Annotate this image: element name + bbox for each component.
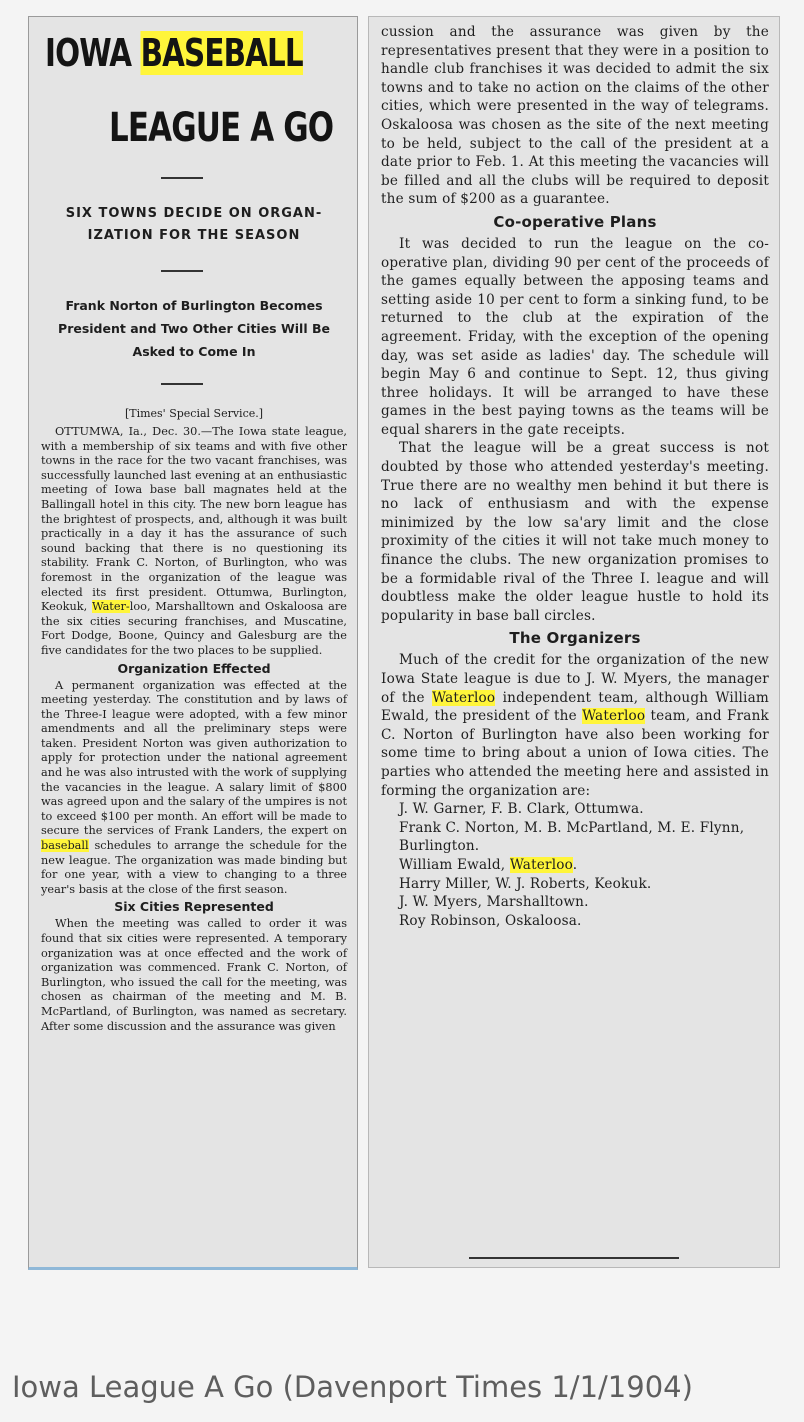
list-item: Frank C. Norton, M. B. McPartland, M. E. Flynn, Burlington. [399, 819, 745, 855]
text-run: independent team, although William Ewald, the president of the [381, 689, 769, 725]
end-rule [469, 1257, 679, 1259]
paragraph: When the meeting was called to order it was found that six cities were represented. A temporary organization was at once effected and the work of organization was commenced. Frank C. Norton, of Burlington, who issued the call for the meeting, was chosen as chairman of the meeting and M. B. McPartland, of Burlington, was named as secretary. After some discussion and the assurance was given [41, 917, 347, 1033]
headline-word-iowa: IOWA [45, 31, 132, 75]
subheading-co-operative-plans: Co-operative Plans [493, 212, 657, 231]
left-article-body [41, 425, 347, 1034]
list-item: J. W. Garner, F. B. Clark, Ottumwa. [399, 801, 644, 818]
right-article-body [381, 23, 769, 930]
right-column-clipping [368, 16, 780, 1268]
text-run: . [572, 856, 578, 873]
divider-rule [161, 177, 203, 179]
list-item: Harry Miller, W. J. Roberts, Keokuk. [399, 875, 652, 892]
text-run: schedules to arrange the schedule for the new league. The organization was made binding but for one year, with a view to changing to a three year's basis at the close of the first season. [41, 839, 347, 896]
subheading-organization-effected: Organization Effected [117, 660, 271, 676]
image-caption: Iowa League A Go (Davenport Times 1/1/1904) [12, 1370, 693, 1404]
headline-line-1 [45, 31, 303, 75]
highlight-waterloo: Waterloo [509, 856, 573, 873]
text-run: A permanent organization was effected at the meeting yesterday. The constitution and by laws of the Three-I league were adopted, with a few minor amendments and all the preliminary steps were taken. President Norton was given authorization to apply for protection under the national agreement and he was also intrusted with the work of supplying the vacancies in the league. A salary limit of $800 was agreed upon and the salary of the umpires is not to exceed $100 per month. An effort will be made to secure the services of Frank Landers, the expert on [41, 678, 347, 838]
subheadline-deck-2: Frank Norton of Burlington Becomes President and Two Other Cities Will Be Asked to Come In [58, 298, 330, 359]
list-item: Roy Robinson, Oskaloosa. [399, 912, 582, 929]
text-run: Much of the credit for the organization of the new Iowa State league is due to J. W. Myers, the manager of the [381, 652, 769, 706]
text-run: loo, Marshalltown and Oskaloosa are the six cities securing franchises, and Muscatine, Fort Dodge, Boone, Quincy and Galesburg are the five candidates for the two places to be supplied. [41, 600, 347, 657]
list-item: J. W. Myers, Marshalltown. [399, 894, 589, 911]
paragraph [381, 651, 769, 800]
highlight-waterloo: Waterloo [432, 689, 496, 706]
headline-highlight-baseball: BASEBALL [140, 31, 303, 75]
paragraph: It was decided to run the league on the co-operative plan, dividing 90 per cent of the proceeds of the games equally between the apposing teams and setting aside 10 per cent to form a sinking fund, to be returned to the club at the expiration of the agreement. Friday, with the exception of the opening day, was set aside as ladies' day. The schedule will begin May 6 and continue to Sept. 12, thus giving three holidays. It will be arranged to have these games in the best paying towns as the teams will be equal sharers in the gate receipts. [381, 235, 769, 438]
headline-line-2: LEAGUE A GO [109, 105, 334, 151]
divider-rule [161, 270, 203, 272]
paragraph: cussion and the assurance was given by the representatives present that they were in a position to handle club franchises it was decided to admit the six towns and to take no action on the claims of the other cities, which were presented in the way of telegrams. Oskaloosa was chosen as the site of the next meeting to be held, subject to the call of the president at a date prior to Feb. 1. At this meeting the vacancies will be filled and all the clubs will be required to deposit the sum of $200 as a guarantee. [381, 24, 769, 208]
list-item [399, 856, 769, 875]
organizer-list [381, 800, 769, 930]
subheading-the-organizers: The Organizers [509, 629, 641, 648]
divider-rule [161, 383, 203, 385]
highlight-waterloo: Water- [91, 600, 130, 614]
subheadline-deck-1: SIX TOWNS DECIDE ON ORGAN-IZATION FOR THE SEASON [65, 206, 323, 243]
left-column-clipping [28, 16, 358, 1270]
paragraph [41, 425, 347, 659]
dateline-credit: [Times' Special Service.] [124, 407, 264, 420]
paragraph: That the league will be a great success is not doubted by those who attended yesterday's meeting. True there are no wealthy men behind it but there is no lack of enthusiasm and with the expense minimized by the low sa'ary limit and the close proximity of the cities it will not take much money to finance the clubs. The new organization promises to be a formidable rival of the Three I. league and will doubtless make the older league hustle to hold its popularity in base ball circles. [381, 440, 769, 624]
text-run: team, and Frank C. Norton of Burlington have also been working for some time to bring about a union of Iowa cities. The parties who attended the meeting here and assisted in forming the organization are: [381, 708, 769, 799]
highlight-baseball: baseball [41, 839, 89, 853]
paragraph [41, 679, 347, 898]
highlight-waterloo: Waterloo [582, 708, 646, 725]
subheading-six-cities-represented: Six Cities Represented [114, 899, 274, 915]
text-run: OTTUMWA, Ia., Dec. 30.—The Iowa state league, with a membership of six teams and with five other towns in the race for the two vacant franchises, was successfully launched last evening at an enthusiastic meeting of Iowa base ball magnates held at the Ballingall hotel in this city. The new born league has the brightest of prospects, and, although it was built practically in a day it has the assurance of such sound backing that there is no questioning its stability. Frank C. Norton, of Burlington, who was foremost in the organization of the league was elected its first president. Ottumwa, Burlington, Keokuk, [41, 425, 347, 614]
text-run: William Ewald, [399, 856, 506, 873]
